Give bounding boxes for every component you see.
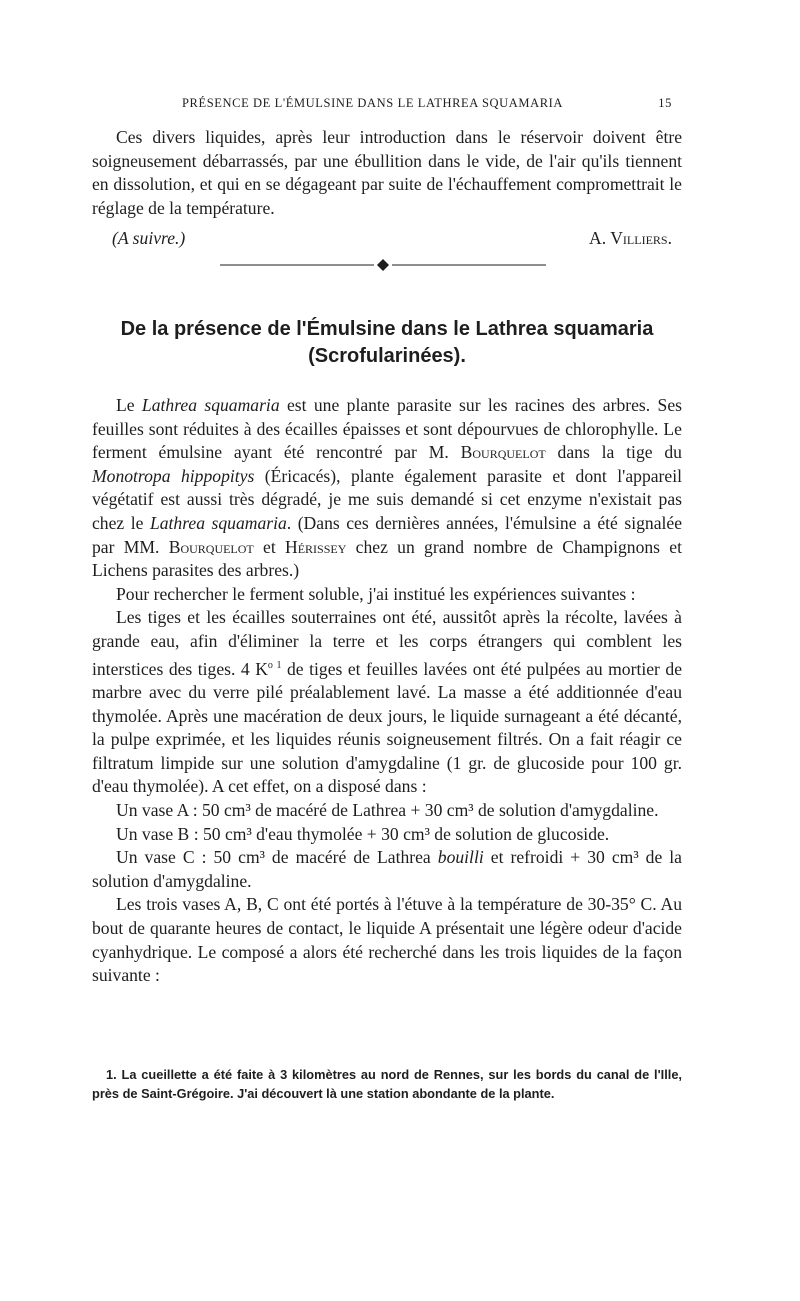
- paragraph-vase-c: [92, 846, 682, 893]
- article-title: [92, 316, 682, 370]
- section-separator: [220, 258, 546, 272]
- text-run: de tiges et feuilles lavées ont été pulpées au mortier de marbre avec du verre pilé préalablement lavé. La masse a été additionnée d'eau thymolée. Après une macération de deux jours, le liquide surnageant a été décanté, la pulpe exprimée, et les liquides réunis soigneusement filtrés. On a fait réagir ce filtratum limpide sur une solution d'amygdaline (1 gr. de glucoside pour 100 gr. d'eau thymolée). A cet effet, on a disposé dans :: [92, 658, 682, 797]
- text-run: . (Dans ces dernières années, l'émulsine a été signalée par MM.: [92, 512, 683, 557]
- article-title-line2: (Scrofularinées).: [308, 345, 466, 367]
- text-run: Un vase C : 50 cm³ de macéré de Lathrea: [116, 847, 438, 868]
- paragraph-intro-lathrea: [92, 394, 682, 583]
- emphasis: bouilli: [437, 847, 484, 868]
- paragraph-vase-a: Un vase A : 50 cm³ de macéré de Lathrea + 30 cm³ de solution d'amygdaline.: [116, 799, 659, 820]
- article-body: [92, 394, 682, 988]
- text-run: Les tiges et les écailles souterraines ont été, aussitôt après la récolte, lavées à grande eau, afin d'éliminer la terre et les corps étrangers qui comblent les interstices des tiges. 4 K: [92, 607, 682, 679]
- text-run: et refroidi + 30 cm³ de la solution d'amygdaline.: [92, 847, 682, 891]
- species-name: Lathrea squamaria: [141, 395, 280, 415]
- footnote: [92, 1066, 682, 1103]
- to-be-continued: (A suivre.): [112, 228, 186, 248]
- author-name: Bourquelot: [168, 536, 254, 557]
- author-name: Bourquelot: [460, 442, 546, 463]
- author-name: Hérissey: [285, 536, 347, 557]
- page-number: 15: [658, 96, 672, 110]
- text-run: est une plante parasite sur les racines des arbres. Ses feuilles sont réduites à des écailles épaisses et sont dépourvues de chlorophylle. Le ferment émulsine ayant été rencontré par M.: [92, 395, 682, 463]
- paragraph-vase-b: Un vase B : 50 cm³ d'eau thymolée + 30 cm³ de solution de glucoside.: [116, 823, 610, 844]
- footnote-marker: o 1: [267, 659, 282, 671]
- journal-page: [92, 0, 682, 1301]
- paragraph-experiments: Pour rechercher le ferment soluble, j'ai institué les expériences suivantes :: [116, 583, 636, 604]
- text-run: Le: [116, 395, 142, 415]
- running-header: [92, 96, 682, 116]
- paragraph-procedure: [92, 606, 682, 799]
- paragraph-results: Les trois vases A, B, C ont été portés à l'étuve à la température de 30-35° C. Au bout de quarante heures de contact, le liquide A présentait une légère odeur d'acide cyanhydrique. Le composé a alors été recherché dans les trois liquides de la façon suivante :: [92, 894, 682, 986]
- article-title-line1: De la présence de l'Émulsine dans le Lathrea squamaria: [120, 318, 654, 340]
- signature-row: [92, 228, 682, 252]
- species-name: Lathrea squamaria: [149, 512, 287, 533]
- text-run: dans la tige du: [545, 442, 682, 463]
- species-name: Monotropa hippopitys: [92, 465, 255, 486]
- text-run: et: [253, 536, 286, 557]
- text-run: chez un grand nombre de Champignons et Lichens parasites des arbres.): [92, 536, 682, 581]
- diamond-ornament-icon: [377, 259, 389, 271]
- footnote-text: 1. La cueillette a été faite à 3 kilomètres au nord de Rennes, sur les bords du canal de l'Ille, près de Saint-Grégoire. J'ai découvert là une station abondante de la plante.: [92, 1067, 682, 1101]
- running-title: PRÉSENCE DE L'ÉMULSINE DANS LE LATHREA SQUAMARIA: [182, 96, 564, 110]
- intro-paragraph: Ces divers liquides, après leur introduction dans le réservoir doivent être soigneusement débarrassés, par une ébullition dans le vide, de l'air qu'ils tiennent en dissolution, et qui en se dégageant par suite de l'échauffement compromettrait le réglage de la température.: [92, 127, 682, 218]
- text-run: (Éricacés), plante également parasite et dont l'appareil végétatif est aussi très dégradé, je me suis demandé si cet enzyme n'existait pas chez le: [92, 465, 683, 533]
- author-signature: A. Villiers.: [589, 228, 672, 248]
